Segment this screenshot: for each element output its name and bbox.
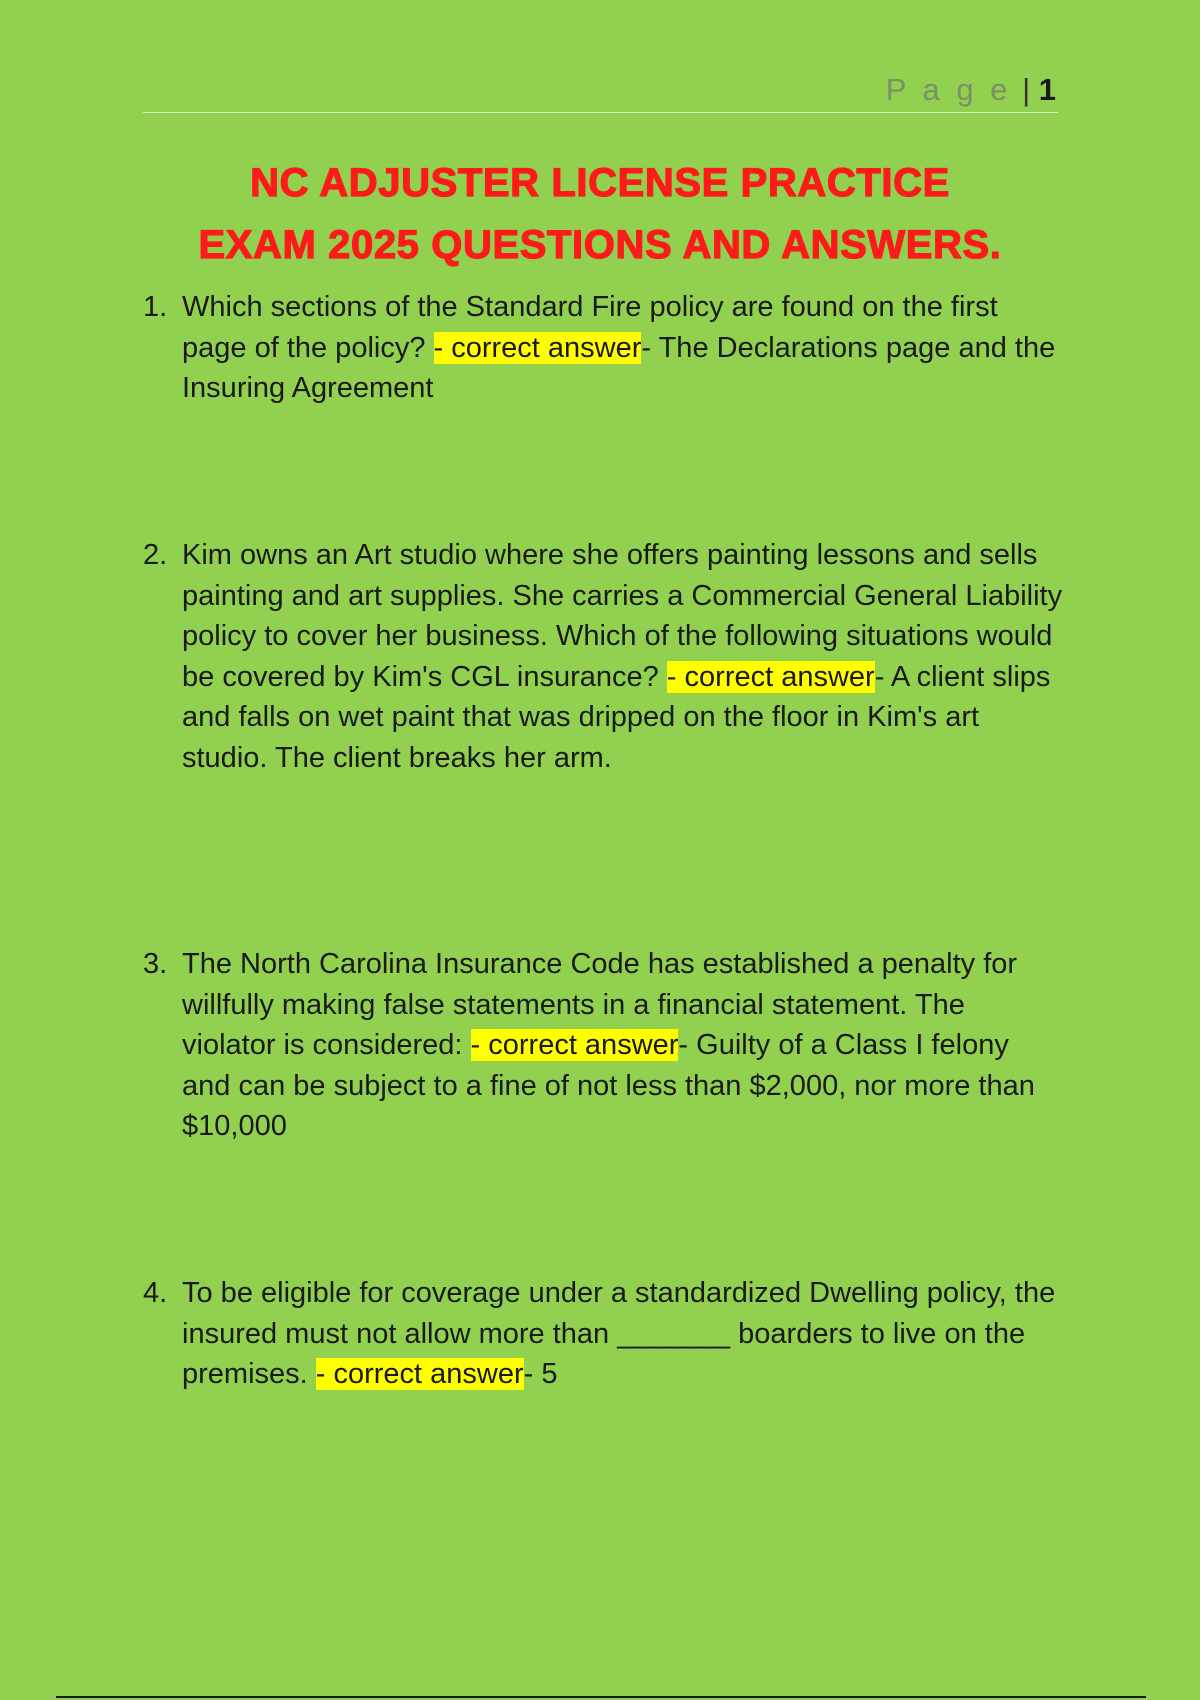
question-number: 4.: [143, 1277, 168, 1309]
correct-answer-marker: - correct answer: [433, 331, 642, 364]
correct-answer-marker: - correct answer: [666, 660, 875, 693]
page-number-label: [886, 72, 1056, 108]
question-text: Kim owns an Art studio where she offers painting lessons and sells painting and art supplies. She carries a Commercial General Liability policy to cover her business. Which of the following situations would be covered by Kim's CGL insurance?: [182, 539, 1063, 693]
question-body: [182, 944, 1063, 1147]
page-word: P a g e: [885, 72, 1012, 107]
page-separator: |: [1022, 72, 1031, 107]
answer-text: - Guilty of a Class I felony and can be subject to a fine of not less than $2,000, nor more than $10,000: [182, 1029, 1035, 1142]
title-line-1: NC ADJUSTER LICENSE PRACTICE: [250, 161, 950, 205]
correct-answer-marker: - correct answer: [315, 1358, 524, 1390]
question-item-4: [143, 1273, 1063, 1395]
question-text: Which sections of the Standard Fire policy are found on the first page of the policy?: [182, 291, 998, 364]
question-item-3: [143, 944, 1063, 1147]
question-number: 1.: [143, 291, 168, 323]
question-item-1: [143, 287, 1063, 409]
answer-text: - A client slips and falls on wet paint that was dripped on the floor in Kim's art studio. The client breaks her arm.: [182, 660, 1051, 774]
question-text: The North Carolina Insurance Code has established a penalty for willfully making false statements in a financial statement. The violator is considered:: [182, 948, 1018, 1061]
question-body: [182, 535, 1063, 778]
question-number: 2.: [143, 539, 168, 571]
question-text: To be eligible for coverage under a standardized Dwelling policy, the insured must not allow more than _______ boarders to live on the premises.: [182, 1277, 1056, 1390]
footer-divider: [56, 1696, 1146, 1698]
correct-answer-marker: - correct answer: [470, 1029, 679, 1061]
page-header: [143, 72, 1058, 113]
answer-text: - The Declarations page and the Insuring Agreement: [182, 331, 1056, 404]
document-title: [120, 152, 1080, 276]
answer-text: - 5: [523, 1358, 558, 1390]
question-item-2: [143, 535, 1063, 778]
question-body: [182, 1273, 1063, 1395]
question-number: 3.: [143, 948, 168, 980]
title-line-2: EXAM 2025 QUESTIONS AND ANSWERS.: [198, 223, 1002, 267]
question-body: [182, 287, 1063, 409]
page-number: 1: [1038, 72, 1056, 107]
